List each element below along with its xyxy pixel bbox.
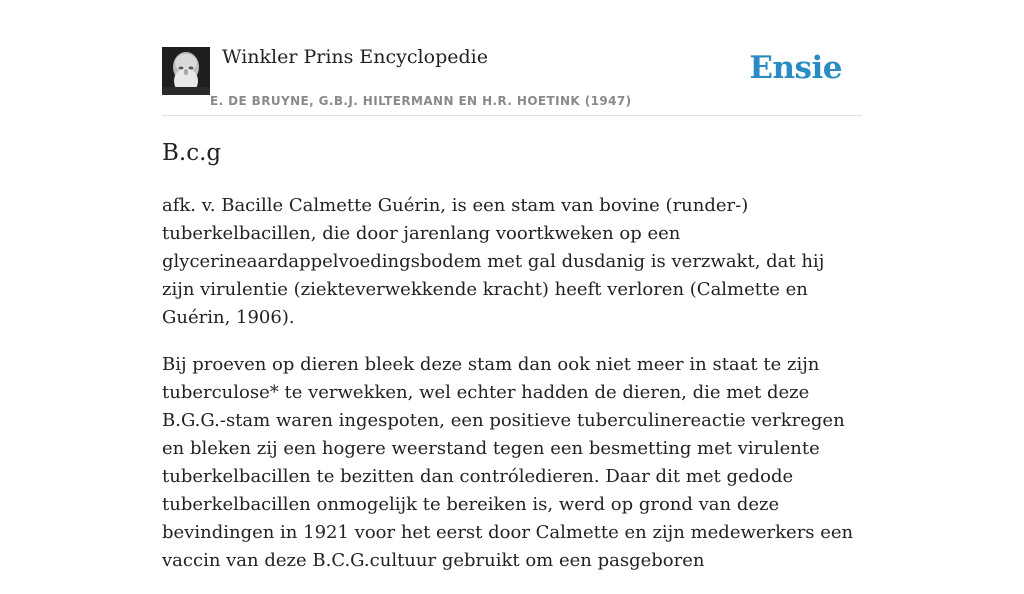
author-avatar[interactable]	[162, 47, 210, 95]
page	[162, 0, 862, 571]
authors-line: E. DE BRUYNE, G.B.J. HILTERMANN EN H.R. HOETINK (1947)	[210, 94, 632, 108]
brand-logo-link[interactable]: Ensie	[749, 50, 842, 86]
entry-body	[162, 192, 862, 594]
entry-paragraph: Bij proeven op dieren bleek deze stam dan ook niet meer in staat te zijn tuberculose* te verwekken, wel echter hadden de dieren, die met deze B.G.G.-stam waren ingespoten, een positieve tuberculinereactie verkregen en bleken zij een hogere weerstand tegen een besmetting met virulente tuberkelbacillen te bezitten dan contróledieren. Daar dit met gedode tuberkelbacillen onmogelijk te bereiken is, werd op grond van deze bevindingen in 1921 voor het eerst door Calmette en zijn medewerkers een vaccin van deze B.C.G.cultuur gebruikt om een pasgeboren	[162, 354, 854, 571]
site-header	[162, 0, 862, 116]
portrait-icon	[162, 47, 210, 95]
site-title[interactable]: Winkler Prins Encyclopedie	[222, 46, 488, 68]
entry-title: B.c.g	[162, 140, 222, 166]
entry-paragraph: afk. v. Bacille Calmette Guérin, is een stam van bovine (runder-) tuberkelbacillen, die door jarenlang voortkweken op een glycerineaardappelvoedingsbodem met gal dusdanig is verzwakt, dat hij zijn virulentie (ziekteverwekkende kracht) heeft verloren (Calmette en Guérin, 1906).	[162, 195, 825, 328]
